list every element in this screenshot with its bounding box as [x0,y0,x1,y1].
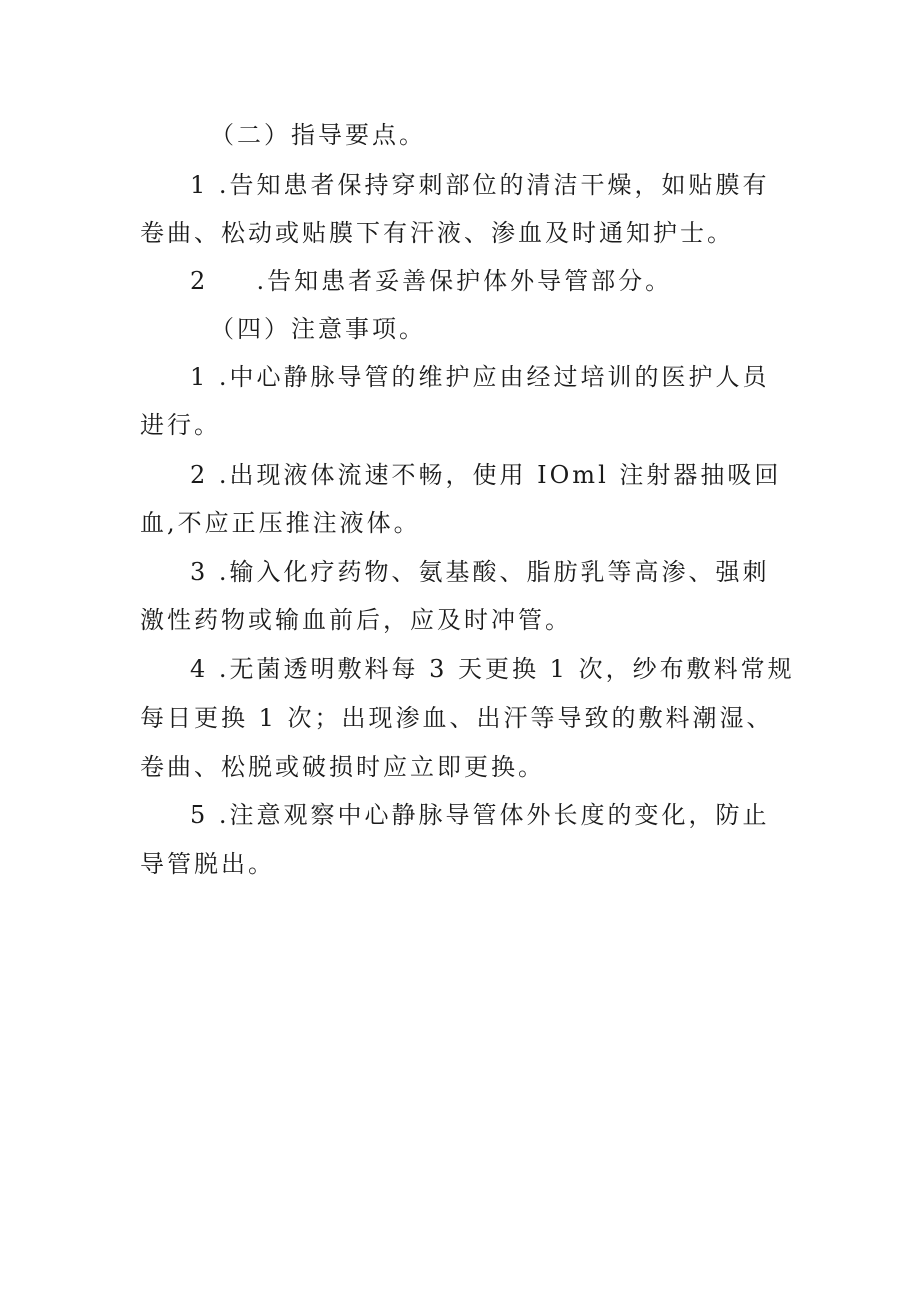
precaution-item-3-line-2: 激性药物或输血前后，应及时冲管。 [140,606,572,634]
guidance-item-1-line-1: 1 .告知患者保持穿刺部位的清洁干燥，如贴膜有 [190,171,770,199]
guidance-item-2: 2 .告知患者妥善保护体外导管部分。 [190,267,673,295]
precaution-item-3-line-1: 3 .输入化疗药物、氨基酸、脂肪乳等高渗、强刺 [190,558,770,586]
section-heading-precautions: （四）注意事项。 [210,315,426,343]
precaution-item-5-line-1: 5 .注意观察中心静脉导管体外长度的变化，防止 [190,801,770,829]
precaution-item-1-line-2: 进行。 [140,411,221,439]
precaution-item-4-line-2: 每日更换 1 次；出现渗血、出汗等导致的敷料潮湿、 [140,704,774,732]
precaution-item-4-line-1: 4 .无菌透明敷料每 3 天更换 1 次，纱布敷料常规 [190,655,795,683]
precaution-item-2-line-2: 血,不应正压推注液体。 [140,509,421,537]
guidance-item-1-line-2: 卷曲、松动或贴膜下有汗液、渗血及时通知护士。 [140,219,734,247]
precaution-item-2-line-1: 2 .出现液体流速不畅，使用 IOml 注射器抽吸回 [190,461,782,489]
section-heading-guidance: （二）指导要点。 [210,121,426,149]
precaution-item-4-line-3: 卷曲、松脱或破损时应立即更换。 [140,753,545,781]
precaution-item-1-line-1: 1 .中心静脉导管的维护应由经过培训的医护人员 [190,363,770,391]
precaution-item-5-line-2: 导管脱出。 [140,850,275,878]
